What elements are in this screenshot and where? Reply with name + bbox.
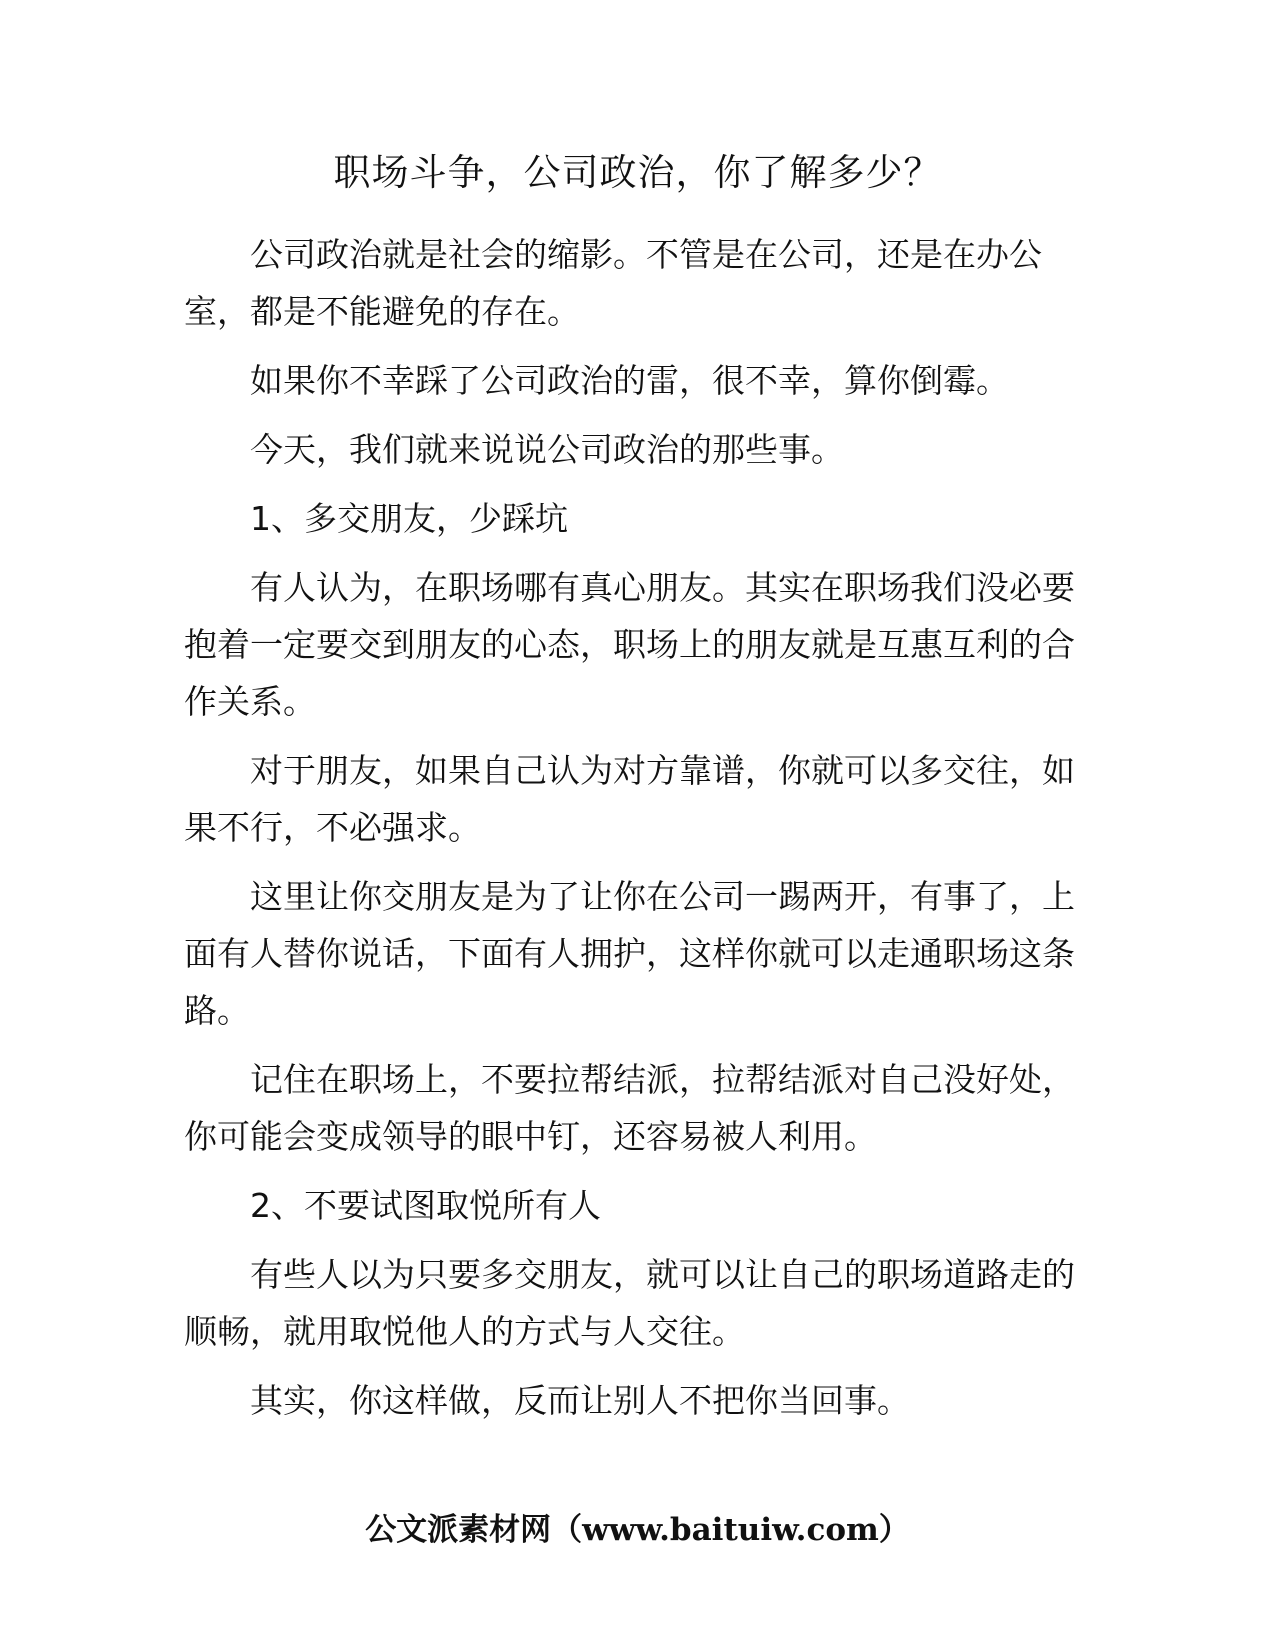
document-title: 职场斗争，公司政治，你了解多少？ — [333, 151, 942, 194]
source-footer: 公文派素材网（www.baituiw.com） — [365, 1512, 910, 1548]
section-heading: 1、多交朋友，少踩坑 — [250, 499, 568, 538]
paragraph: 有些人以为只要多交朋友，就可以让自己的职场道路走的顺畅，就用取悦他人的方式与人交往。 — [184, 1255, 1075, 1351]
paragraph: 其实，你这样做，反而让别人不把你当回事。 — [250, 1381, 910, 1420]
paragraph: 记住在职场上，不要拉帮结派，拉帮结派对自己没好处，你可能会变成领导的眼中钉，还容易被人利用。 — [184, 1060, 1075, 1156]
paragraph: 公司政治就是社会的缩影。不管是在公司，还是在办公室，都是不能避免的存在。 — [184, 235, 1042, 331]
paragraph: 今天，我们就来说说公司政治的那些事。 — [250, 430, 844, 469]
paragraph: 如果你不幸踩了公司政治的雷，很不幸，算你倒霉。 — [250, 361, 1009, 400]
paragraph: 这里让你交朋友是为了让你在公司一踢两开，有事了，上面有人替你说话，下面有人拥护，这样你就可以走通职场这条路。 — [184, 877, 1075, 1030]
document-body — [184, 226, 1084, 1441]
paragraph: 对于朋友，如果自己认为对方靠谱，你就可以多交往，如果不行，不必强求。 — [184, 751, 1075, 847]
section-heading: 2、不要试图取悦所有人 — [250, 1186, 601, 1225]
paragraph: 有人认为，在职场哪有真心朋友。其实在职场我们没必要抱着一定要交到朋友的心态，职场上的朋友就是互惠互利的合作关系。 — [184, 568, 1075, 721]
